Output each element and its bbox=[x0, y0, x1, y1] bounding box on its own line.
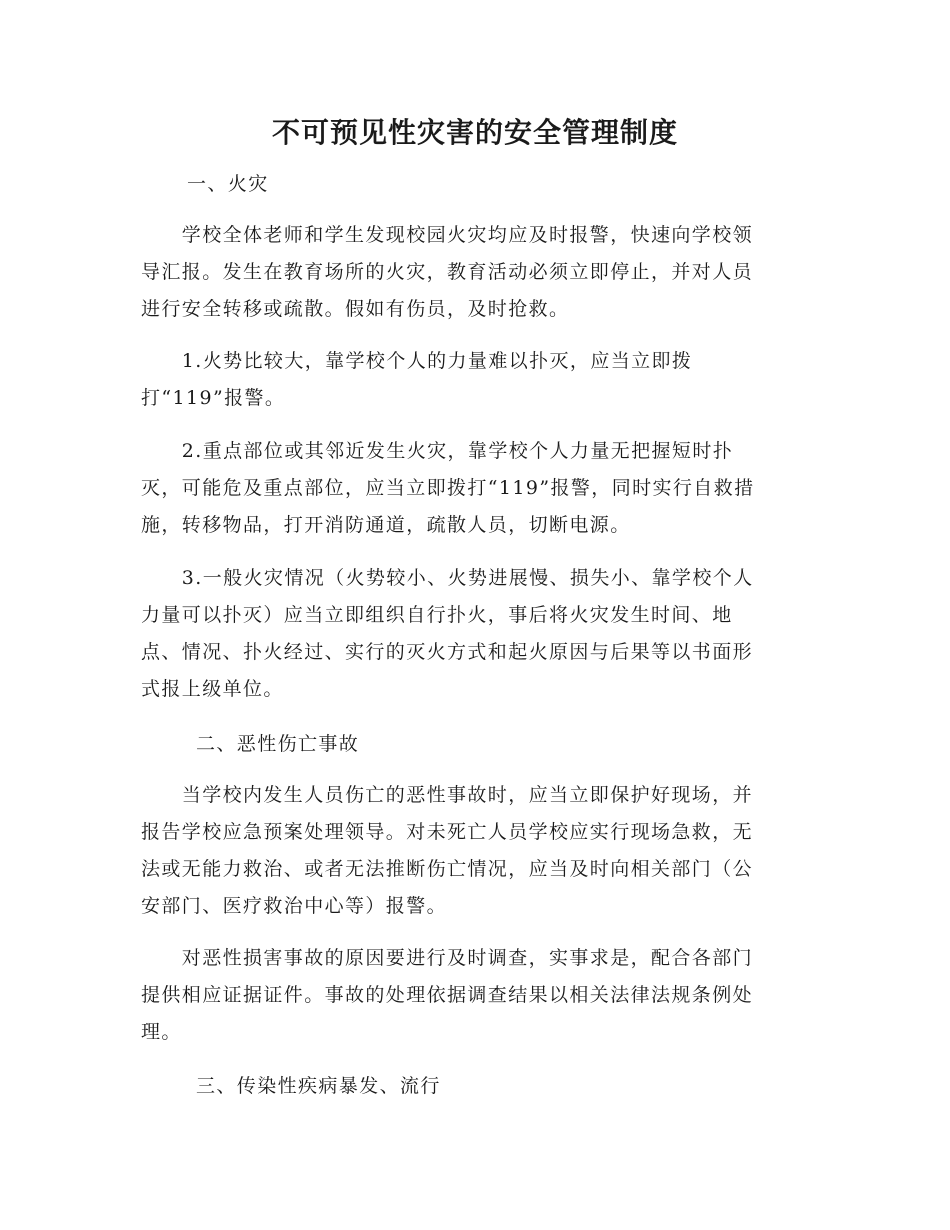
paragraph-line: 施，转移物品，打开消防通道，疏散人员，切断电源。 bbox=[141, 514, 631, 536]
paragraph-line: 点、情况、扑火经过、实行的灭火方式和起火原因与后果等以书面形 bbox=[141, 641, 754, 663]
paragraph-line: 导汇报。发生在教育场所的火灾，教育活动必须立即停止，并对人员 bbox=[141, 261, 754, 283]
paragraph-line: 2.重点部位或其邻近发生火灾，靠学校个人力量无把握短时扑 bbox=[141, 440, 734, 462]
paragraph-line: 灭，可能危及重点部位，应当立即拨打“119”报警，同时实行自救措 bbox=[141, 477, 755, 499]
section-heading-text: 一、火灾 bbox=[187, 173, 269, 195]
paragraph-line: 安部门、医疗救治中心等）报警。 bbox=[141, 895, 448, 917]
section-heading-text: 二、恶性伤亡事故 bbox=[196, 733, 360, 755]
paragraph-fire-item-2 bbox=[141, 433, 811, 544]
section-heading-epidemic bbox=[141, 1068, 811, 1105]
paragraph-line: 力量可以扑灭）应当立即组织自行扑火，事后将火灾发生时间、地 bbox=[141, 604, 733, 626]
paragraph-line: 1.火势比较大，靠学校个人的力量难以扑灭，应当立即拨 bbox=[141, 350, 693, 372]
paragraph-line: 3.一般火灾情况（火势较小、火势进展慢、损失小、靠学校个人 bbox=[141, 567, 754, 589]
paragraph-line: 当学校内发生人员伤亡的恶性事故时，应当立即保护好现场，并 bbox=[141, 784, 754, 806]
section-heading-text: 三、传染性疾病暴发、流行 bbox=[196, 1075, 441, 1097]
paragraph-line: 报告学校应急预案处理领导。对未死亡人员学校应实行现场急救，无 bbox=[141, 821, 754, 843]
paragraph-line: 打“119”报警。 bbox=[141, 387, 286, 409]
paragraph-line: 法或无能力救治、或者无法推断伤亡情况，应当及时向相关部门（公 bbox=[141, 858, 754, 880]
paragraph-fire-item-1 bbox=[141, 343, 811, 417]
paragraph-casualty-investigation bbox=[141, 940, 811, 1051]
paragraph-line: 提供相应证据证件。事故的处理依据调查结果以相关法律法规条例处 bbox=[141, 984, 754, 1006]
paragraph-line: 学校全体老师和学生发现校园火灾均应及时报警，快速向学校领 bbox=[141, 224, 754, 246]
paragraph-fire-item-3 bbox=[141, 560, 811, 708]
paragraph-casualty-report bbox=[141, 777, 811, 925]
paragraph-fire-intro bbox=[141, 217, 811, 328]
paragraph-line: 式报上级单位。 bbox=[141, 678, 284, 700]
paragraph-line: 理。 bbox=[141, 1021, 182, 1043]
document-title: 不可预见性灾害的安全管理制度 bbox=[271, 116, 678, 149]
paragraph-line: 进行安全转移或疏散。假如有伤员，及时抢救。 bbox=[141, 298, 570, 320]
section-heading-fire bbox=[141, 166, 811, 203]
paragraph-line: 对恶性损害事故的原因要进行及时调查，实事求是，配合各部门 bbox=[141, 947, 754, 969]
section-heading-casualty bbox=[141, 726, 811, 763]
